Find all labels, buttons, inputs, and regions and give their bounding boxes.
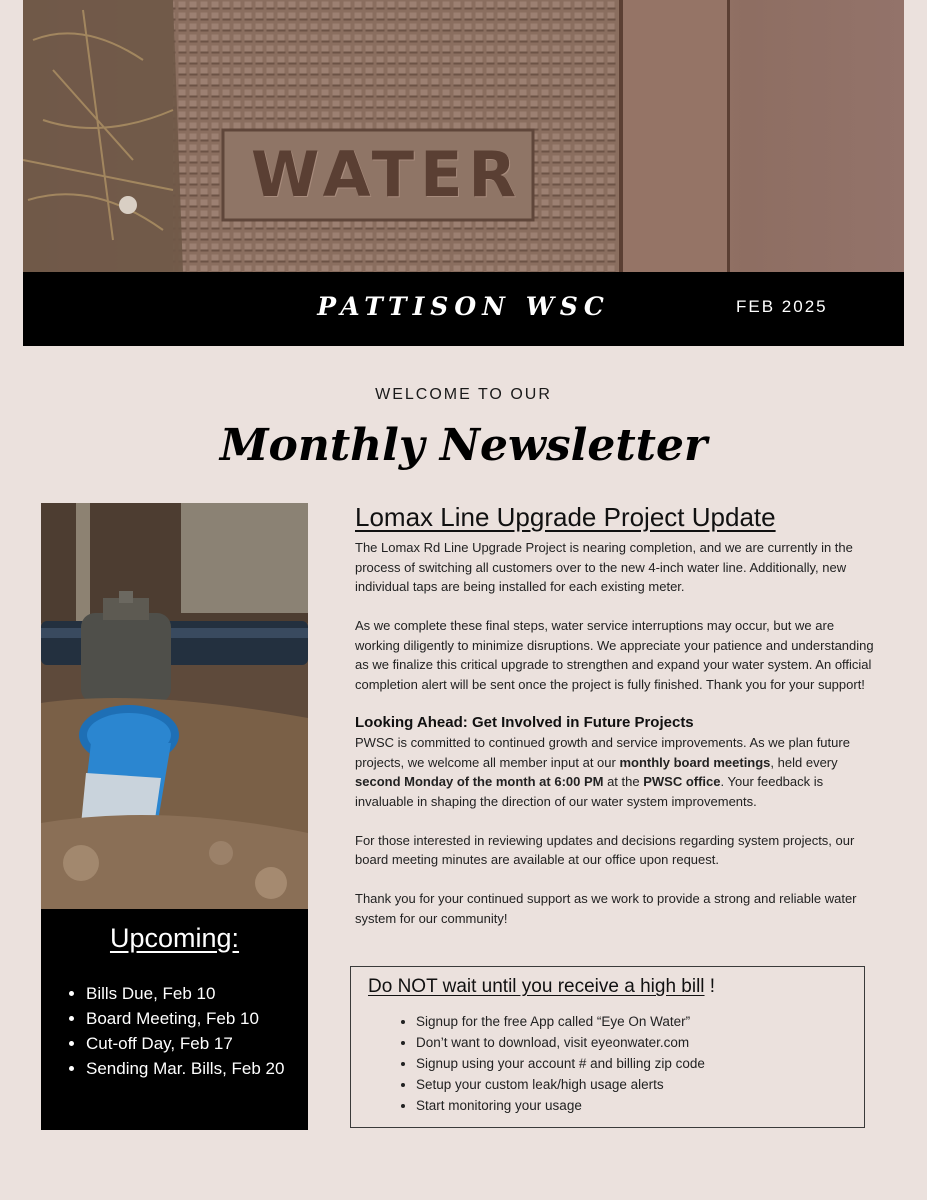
cover-word: WATER xyxy=(251,138,523,211)
callout-heading-text: Do NOT wait until you receive a high bill xyxy=(368,976,705,997)
article-paragraph: For those interested in reviewing updates and decisions regarding system projects, our board meeting minutes are available at our office upon request. xyxy=(355,832,855,867)
article-paragraph-meetings xyxy=(355,733,875,811)
page-title: Monthly Newsletter xyxy=(219,420,708,471)
article-paragraph: The Lomax Rd Line Upgrade Project is nearing completion, and we are currently in the process of switching all customers over to the new 4-inch water line. Additionally, new individual taps are being installed for each existing meter. xyxy=(355,540,853,594)
masthead-banner xyxy=(23,272,904,346)
upcoming-list xyxy=(68,981,284,1081)
issue-date: FEB 2025 xyxy=(736,297,828,316)
brand-name: PATTISON WSC xyxy=(317,292,610,321)
text-run-bold: monthly board meetings xyxy=(619,754,771,770)
text-run: at the xyxy=(603,774,644,789)
upcoming-item: • Sending Mar. Bills, Feb 20 xyxy=(86,1056,284,1081)
text-run: , held every xyxy=(770,754,838,770)
pipe-illustration xyxy=(41,503,308,909)
upcoming-item: • Cut-off Day, Feb 17 xyxy=(86,1031,284,1056)
article-paragraph: As we complete these final steps, water service interruptions may occur, but we are working diligently to minimize disruptions. We appreciate your patience and understanding as we finalize this critical upgrade to strengthen and expand your water system. An official completion alert will be sent once the project is fully finished. Thank you for your support! xyxy=(355,618,874,692)
callout-item: • Don’t want to download, visit eyeonwater.com xyxy=(416,1032,705,1053)
callout-item: • Signup for the free App called “Eye On Water” xyxy=(416,1011,705,1032)
article-paragraph: Thank you for your continued support as we work to provide a strong and reliable water system for our community! xyxy=(355,891,857,926)
callout-heading xyxy=(368,976,715,998)
upcoming-item: • Board Meeting, Feb 10 xyxy=(86,1006,284,1031)
water-cover-illustration xyxy=(23,0,904,272)
article-heading: Lomax Line Upgrade Project Update xyxy=(355,502,776,532)
welcome-kicker: WELCOME TO OUR xyxy=(375,386,552,403)
article xyxy=(355,500,875,928)
callout-item: • Start monitoring your usage xyxy=(416,1095,705,1116)
hero-photo xyxy=(23,0,904,272)
pipe-valve-photo xyxy=(41,503,308,909)
upcoming-heading: Upcoming: xyxy=(109,923,240,953)
text-run: PWSC is committed to continued growth and service improvements. As we plan future projects, we welcome all member input at our xyxy=(355,735,850,770)
callout-item: • Setup your custom leak/high usage alerts xyxy=(416,1074,705,1095)
callout-heading-suffix: ! xyxy=(704,976,716,997)
upcoming-item: • Bills Due, Feb 10 xyxy=(86,981,284,1006)
text-run-bold: second Monday of the month at 6:00 PM xyxy=(355,774,604,789)
article-subheading: Looking Ahead: Get Involved in Future Projects xyxy=(355,714,694,731)
callout-item: • Signup using your account # and billing zip code xyxy=(416,1053,705,1074)
text-run: . Your feedback is invaluable in shaping the direction of our water system improvements. xyxy=(355,774,824,809)
text-run-bold: PWSC office xyxy=(643,774,721,789)
upcoming-panel xyxy=(41,909,308,1130)
callout-list xyxy=(398,1011,705,1116)
high-bill-callout xyxy=(350,966,865,1128)
